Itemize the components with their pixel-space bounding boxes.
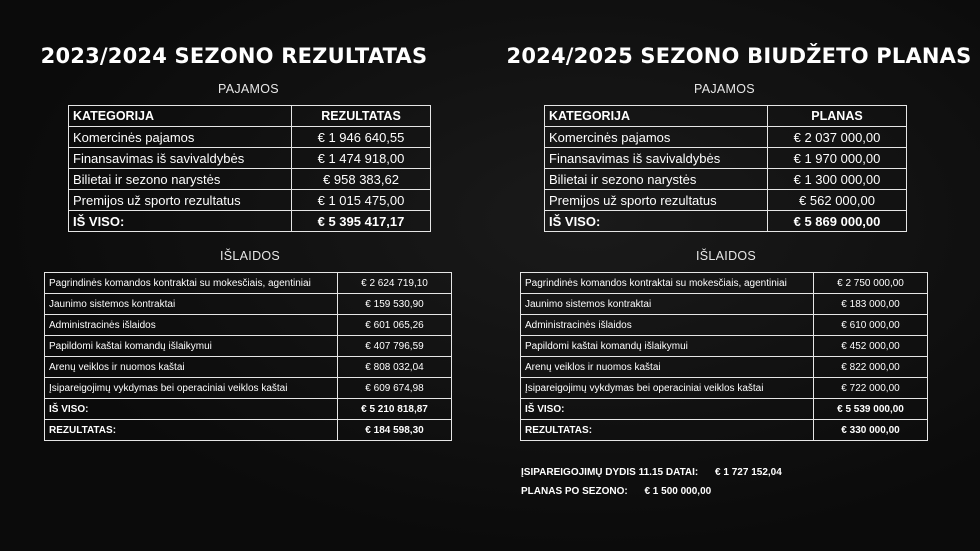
total-value: € 5 210 818,87 bbox=[338, 399, 452, 420]
result-label: REZULTATAS: bbox=[45, 420, 338, 441]
plan-value: € 1 500 000,00 bbox=[644, 486, 712, 497]
header-plan: PLANAS bbox=[768, 106, 907, 127]
table-row bbox=[521, 315, 928, 336]
result-label: REZULTATAS: bbox=[521, 420, 814, 441]
row-label: Finansavimas iš savivaldybės bbox=[545, 148, 768, 169]
row-value: € 958 383,62 bbox=[292, 169, 431, 190]
row-label: Įsipareigojimų vykdymas bei operaciniai veiklos kaštai bbox=[521, 378, 814, 399]
table-row bbox=[545, 190, 907, 211]
table-row bbox=[45, 357, 452, 378]
row-label: Pagrindinės komandos kontraktai su mokesčiais, agentiniai bbox=[45, 273, 338, 294]
right-expense-label: IŠLAIDOS bbox=[696, 249, 757, 263]
row-label: Pagrindinės komandos kontraktai su mokesčiais, agentiniai bbox=[521, 273, 814, 294]
header-category: KATEGORIJA bbox=[69, 106, 292, 127]
result-value: € 184 598,30 bbox=[338, 420, 452, 441]
row-value: € 722 000,00 bbox=[814, 378, 928, 399]
row-value: € 609 674,98 bbox=[338, 378, 452, 399]
row-label: Premijos už sporto rezultatus bbox=[69, 190, 292, 211]
table-row bbox=[521, 273, 928, 294]
row-label: Papildomi kaštai komandų išlaikymui bbox=[521, 336, 814, 357]
debt-label: ĮSIPAREIGOJIMŲ DYDIS 11.15 DATAI: bbox=[521, 467, 699, 478]
result-row bbox=[45, 420, 452, 441]
total-value: € 5 395 417,17 bbox=[292, 211, 431, 232]
left-income-table bbox=[68, 105, 431, 232]
row-label: Jaunimo sistemos kontraktai bbox=[521, 294, 814, 315]
left-expense-table bbox=[44, 272, 452, 441]
table-row bbox=[45, 315, 452, 336]
debt-value: € 1 727 152,04 bbox=[715, 467, 782, 478]
total-row bbox=[545, 211, 907, 232]
table-row bbox=[45, 294, 452, 315]
total-value: € 5 539 000,00 bbox=[814, 399, 928, 420]
table-row bbox=[45, 336, 452, 357]
table-row bbox=[45, 378, 452, 399]
result-row bbox=[521, 420, 928, 441]
right-income-table bbox=[544, 105, 907, 232]
total-label: IŠ VISO: bbox=[45, 399, 338, 420]
right-expense-table bbox=[520, 272, 928, 441]
total-row bbox=[521, 399, 928, 420]
row-label: Jaunimo sistemos kontraktai bbox=[45, 294, 338, 315]
row-value: € 601 065,26 bbox=[338, 315, 452, 336]
total-label: IŠ VISO: bbox=[545, 211, 768, 232]
header-result: REZULTATAS bbox=[292, 106, 431, 127]
row-value: € 1 970 000,00 bbox=[768, 148, 907, 169]
row-value: € 562 000,00 bbox=[768, 190, 907, 211]
total-row bbox=[69, 211, 431, 232]
left-income-label: PAJAMOS bbox=[218, 82, 279, 96]
row-label: Arenų veiklos ir nuomos kaštai bbox=[521, 357, 814, 378]
table-row bbox=[69, 190, 431, 211]
right-title: 2024/2025 SEZONO BIUDŽETO PLANAS bbox=[506, 44, 972, 68]
table-row bbox=[69, 169, 431, 190]
row-value: € 1 946 640,55 bbox=[292, 127, 431, 148]
table-row bbox=[521, 378, 928, 399]
row-label: Komercinės pajamos bbox=[69, 127, 292, 148]
total-row bbox=[45, 399, 452, 420]
row-value: € 2 037 000,00 bbox=[768, 127, 907, 148]
left-title: 2023/2024 SEZONO REZULTATAS bbox=[40, 44, 428, 68]
row-value: € 407 796,59 bbox=[338, 336, 452, 357]
row-value: € 452 000,00 bbox=[814, 336, 928, 357]
row-value: € 1 015 475,00 bbox=[292, 190, 431, 211]
row-label: Bilietai ir sezono narystės bbox=[545, 169, 768, 190]
row-value: € 159 530,90 bbox=[338, 294, 452, 315]
row-label: Finansavimas iš savivaldybės bbox=[69, 148, 292, 169]
row-label: Administracinės išlaidos bbox=[45, 315, 338, 336]
row-value: € 2 624 719,10 bbox=[338, 273, 452, 294]
row-value: € 1 474 918,00 bbox=[292, 148, 431, 169]
table-row bbox=[45, 273, 452, 294]
plan-label: PLANAS PO SEZONO: bbox=[521, 486, 628, 497]
table-row bbox=[521, 294, 928, 315]
row-label: Premijos už sporto rezultatus bbox=[545, 190, 768, 211]
total-label: IŠ VISO: bbox=[521, 399, 814, 420]
header-category: KATEGORIJA bbox=[545, 106, 768, 127]
row-value: € 808 032,04 bbox=[338, 357, 452, 378]
table-row bbox=[545, 148, 907, 169]
row-value: € 2 750 000,00 bbox=[814, 273, 928, 294]
row-value: € 183 000,00 bbox=[814, 294, 928, 315]
table-row bbox=[69, 148, 431, 169]
table-row bbox=[69, 127, 431, 148]
row-label: Papildomi kaštai komandų išlaikymui bbox=[45, 336, 338, 357]
row-label: Bilietai ir sezono narystės bbox=[69, 169, 292, 190]
table-row bbox=[545, 127, 907, 148]
row-value: € 822 000,00 bbox=[814, 357, 928, 378]
right-income-label: PAJAMOS bbox=[694, 82, 755, 96]
row-label: Arenų veiklos ir nuomos kaštai bbox=[45, 357, 338, 378]
row-value: € 610 000,00 bbox=[814, 315, 928, 336]
total-label: IŠ VISO: bbox=[69, 211, 292, 232]
result-value: € 330 000,00 bbox=[814, 420, 928, 441]
row-label: Komercinės pajamos bbox=[545, 127, 768, 148]
row-label: Administracinės išlaidos bbox=[521, 315, 814, 336]
table-row bbox=[545, 169, 907, 190]
left-expense-label: IŠLAIDOS bbox=[220, 249, 281, 263]
table-row bbox=[521, 336, 928, 357]
row-value: € 1 300 000,00 bbox=[768, 169, 907, 190]
row-label: Įsipareigojimų vykdymas bei operaciniai veiklos kaštai bbox=[45, 378, 338, 399]
total-value: € 5 869 000,00 bbox=[768, 211, 907, 232]
table-row bbox=[521, 357, 928, 378]
